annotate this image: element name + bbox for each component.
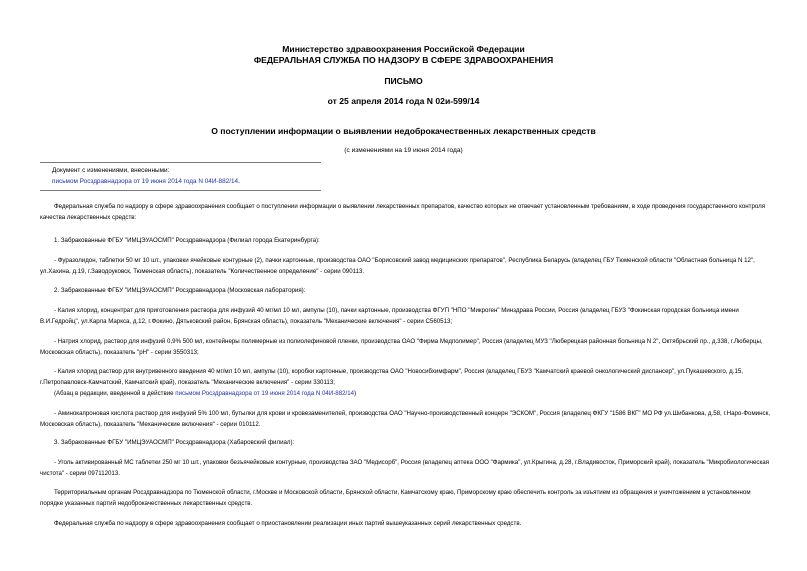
intro-paragraph: Федеральная служба по надзору в сфере здравоохранения сообщает о поступлении информации о выявлении лекарственных препаратов, качество которых не отвечает установленным требованиям, в ходе проведения государственного контроля качества лекарственных средств: [40,203,766,221]
section-3-heading: 3. Забракованные ФГБУ "ИМЦЭУАОСМП" Росздравнадзора (Хабаровский филиал): [54,439,295,446]
section-2-item-sodium-chloride: - Натрия хлорид, раствор для инфузий 0,9% 500 мл, контейнеры полимерные из полиолефиновой пленки, производства ОАО "Фирма Медполимер", Россия (владелец МУЗ "Люберецкая районная больница N 2", Октябрьский пр., д.338, г.Люберцы, Московская область), показатель "рН" - серии 3550313; [40,338,763,356]
section-2-heading: 2. Забракованные ФГБУ "ИМЦЭУАОСМП" Росздравнадзора (Московская лаборатория): [54,287,306,294]
document-date-number: от 25 апреля 2014 года N 02и-599/14 [327,96,480,106]
section-3-item-activated-carbon: - Уголь активированный МС таблетки 250 мг 10 шт., упаковки безъячейковые контурные, производства ЗАО "Медисорб", Россия (владелец аптека ООО "Фармика", ул.Крыгина, д.28, г.Владивосток, Приморский край), показатель "Микробиологическая чистота" - серии 097112013. [40,459,770,477]
territorial-instruction: Территориальным органам Росздравнадзора по Тюменской области, г.Москве и Московской области, Брянской области, Камчатскому краю, Приморскому краю обеспечить контроль за изъятием из обращения и уничтожением в установленном порядке указанных партий недоброкачественных лекарственных средств. [40,489,751,507]
section-2-item-potassium-chloride: - Калия хлорид, концентрат для приготовления раствора для инфузий 40 мг/мл 10 мл, ампулы (10), пачки картонные, производства ФГУП "НПО "Микроген" Минздрава России, Россия (владелец ГБУЗ "Фокинская городская больница имени В.И.Гедройц", ул.Карла Маркса, д.12, г.Фокино, Дятьковский район, Брянская область), показатель "Механические включения" - серии С560513; [40,307,739,325]
section-2-item-edit-note [40,389,770,400]
changes-note: (с изменениями на 19 июня 2014 года) [344,147,463,154]
amendments-label: Документ с изменениями, внесенными: [52,167,170,174]
amendments-bottom-rule [40,190,321,191]
amendments-top-rule [40,162,321,163]
service-name: ФЕДЕРАЛЬНАЯ СЛУЖБА ПО НАДЗОРУ В СФЕРЕ ЗДРАВООХРАНЕНИЯ [253,55,554,65]
amendments-line [52,177,240,186]
edit-note-suffix: ) [354,390,357,397]
document-title: О поступлении информации о выявлении недоброкачественных лекарственных средств [211,126,596,136]
edit-note-prefix: (Абзац в редакции, введенной в действие [54,390,176,397]
closing-paragraph: Федеральная служба по надзору в сфере здравоохранения сообщает о приостановлении реализации иных партий вышеуказанных серий лекарственных средств. [54,520,522,527]
section-1-item-furazolidone: - Фуразолидон, таблетки 50 мг 10 шт., упаковки ячейковые контурные (2), пачки картонные, производства ОАО "Борисовский завод медицинских препаратов", Республика Беларусь (владелец ГБУ Тюменской области "Областная больница N 12", ул.Хахина, д.19, г.Заводоуковск, Тюменская область), показатель "Количественное определение" - серии 090113. [40,257,755,275]
amendment-letter-link[interactable]: письмом Росздравнадзора от 19 июня 2014 года N 04И-882/14 [52,178,239,185]
edit-note-link[interactable]: письмом Росздравнадзора от 19 июня 2014 года N 04И-882/14 [175,390,355,397]
section-2-item-aminocaproic-acid: - Аминокапроновая кислота раствор для инфузий 5% 100 мл, бутылки для крови и кровезаменителей, производства ОАО "Научно-производственный концерн "ЭСКОМ", Россия (владелец ФКГУ "1586 ВКГ" МО РФ ул.Шибанкова, д.58, г.Наро-Фоминск, Московская область), показатель "Механические включения" - серии 010112. [40,410,770,428]
section-2-item-potassium-chloride-iv: - Калия хлорид раствор для внутривенного введения 40 мг/мл 10 мл, ампулы (10), коробки картонные, производства ОАО "Новосибхимфарм", Россия (владелец ГБУЗ "Камчатский краевой онкологический диспансер", ул.Пукашевского, д.15, г.Петропавловск-Камчатский, Камчатский край), показатель "Механические включения" - серии 330113; [40,368,743,386]
ministry-name: Министерство здравоохранения Российской Федерации [282,44,525,54]
document-type: ПИСЬМО [384,76,423,86]
section-1-heading: 1. Забракованные ФГБУ "ИМЦЭУАОСМП" Росздравнадзора (Филиал города Екатеринбурга): [54,237,320,244]
amendments-link-suffix: . [238,178,240,185]
